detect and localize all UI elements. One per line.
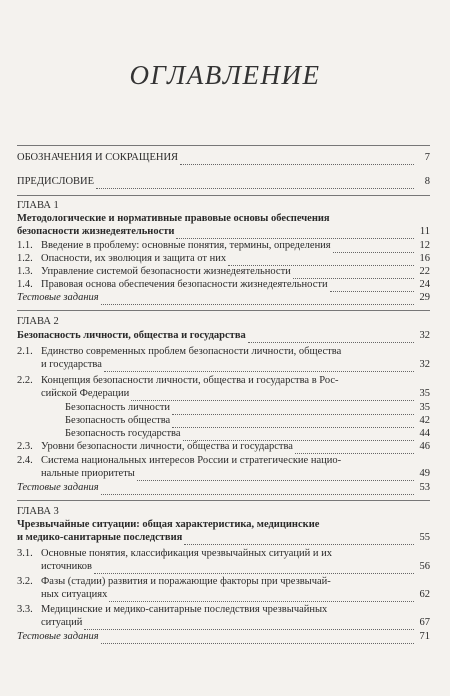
leader-dots	[101, 634, 414, 644]
leader-dots	[248, 333, 414, 343]
chapter-title[interactable]	[17, 330, 430, 343]
entry-label: Безопасность государства	[65, 428, 181, 439]
entry-number: 2.3.	[17, 441, 33, 452]
leader-dots	[183, 431, 414, 441]
chapter-title-line: Чрезвычайные ситуации: общая характеристика, медицинские	[17, 519, 320, 530]
toc-entry-tests[interactable]	[17, 292, 430, 305]
entry-label: сийской Федерации	[41, 388, 130, 399]
toc-entry[interactable]	[17, 576, 430, 589]
chapter-title-end[interactable]	[17, 532, 430, 545]
entry-page: 24	[419, 279, 430, 290]
entry-label: Правовая основа обеспечения безопасности жизнедеятельности	[41, 279, 328, 290]
leader-dots	[172, 418, 414, 428]
toc-entry[interactable]	[17, 279, 430, 292]
divider	[17, 145, 430, 146]
toc-entry[interactable]	[17, 240, 430, 253]
entry-label: Управление системой безопасности жизнедеятельности	[41, 266, 291, 277]
entry-number: 2.2.	[17, 375, 33, 386]
entry-number: 1.4.	[17, 279, 33, 290]
entry-page: 16	[419, 253, 430, 264]
chapter-label: ГЛАВА 2	[17, 316, 59, 327]
entry-label: Безопасность личности	[65, 402, 171, 413]
chapter-title-line: Методологические и нормативные правовые основы обеспечения	[17, 213, 330, 224]
toc-entry[interactable]	[17, 548, 430, 561]
entry-page: 46	[419, 441, 430, 452]
entry-page: 32	[419, 359, 430, 370]
divider	[17, 500, 430, 501]
toc-entry-preface[interactable]	[17, 176, 430, 189]
entry-page: 44	[419, 428, 430, 439]
entry-label: нальные приоритеты	[41, 468, 135, 479]
entry-page: 62	[419, 589, 430, 600]
toc-entry-cont[interactable]	[17, 468, 430, 481]
leader-dots	[184, 535, 414, 545]
entry-label: источников	[41, 561, 93, 572]
chapter-title-line: Безопасность личности, общества и государства	[17, 330, 246, 341]
entry-page: 35	[419, 388, 430, 399]
entry-number: 3.1.	[17, 548, 33, 559]
leader-dots	[137, 471, 414, 481]
divider	[17, 310, 430, 311]
toc-entry[interactable]	[17, 441, 430, 454]
entry-number: 1.3.	[17, 266, 33, 277]
entry-number: 1.2.	[17, 253, 33, 264]
leader-dots	[104, 362, 414, 372]
entry-label: Опасности, их эволюция и защита от них	[41, 253, 227, 264]
entry-number: 2.1.	[17, 346, 33, 357]
entry-page: 55	[419, 532, 430, 543]
entry-number: 3.3.	[17, 604, 33, 615]
toc-subentry[interactable]	[17, 415, 430, 428]
leader-dots	[96, 179, 414, 189]
toc-entry-cont[interactable]	[17, 561, 430, 574]
entry-page: 12	[419, 240, 430, 251]
chapter-label: ГЛАВА 3	[17, 506, 59, 517]
divider	[17, 195, 430, 196]
entry-label: Тестовые задания	[17, 631, 99, 642]
entry-page: 11	[419, 226, 430, 237]
entry-page: 56	[419, 561, 430, 572]
toc-subentry[interactable]	[17, 402, 430, 415]
leader-dots	[330, 282, 414, 292]
entry-page: 35	[419, 402, 430, 413]
entry-page: 49	[419, 468, 430, 479]
toc-entry[interactable]	[17, 455, 430, 468]
leader-dots	[228, 256, 414, 266]
toc-entry-abbreviations[interactable]	[17, 152, 430, 165]
leader-dots	[172, 405, 414, 415]
entry-page: 67	[419, 617, 430, 628]
toc-entry-cont[interactable]	[17, 388, 430, 401]
chapter-title[interactable]	[17, 213, 430, 226]
leader-dots	[131, 391, 414, 401]
entry-page: 29	[419, 292, 430, 303]
entry-label: Тестовые задания	[17, 482, 99, 493]
entry-page: 71	[419, 631, 430, 642]
leader-dots	[180, 155, 414, 165]
entry-label: ПРЕДИСЛОВИЕ	[17, 176, 95, 187]
leader-dots	[109, 592, 414, 602]
entry-label: Безопасность общества	[65, 415, 171, 426]
entry-label: Медицинские и медико-санитарные последствия чрезвычайных	[41, 604, 328, 615]
page-title: ОГЛАВЛЕНИЕ	[129, 60, 321, 90]
entry-number: 3.2.	[17, 576, 33, 587]
chapter-label: ГЛАВА 1	[17, 200, 59, 211]
entry-label: ситуаций	[41, 617, 83, 628]
toc-entry[interactable]	[17, 346, 430, 359]
toc-entry[interactable]	[17, 604, 430, 617]
entry-page: 42	[419, 415, 430, 426]
toc-entry-tests[interactable]	[17, 631, 430, 644]
toc-entry[interactable]	[17, 375, 430, 388]
leader-dots	[333, 243, 414, 253]
entry-number: 1.1.	[17, 240, 33, 251]
entry-label: Введение в проблему: основные понятия, термины, определения	[41, 240, 331, 251]
entry-label: Единство современных проблем безопасности личности, общества	[41, 346, 342, 357]
entry-label: и государства	[41, 359, 102, 370]
entry-label: Тестовые задания	[17, 292, 99, 303]
toc-entry-cont[interactable]	[17, 589, 430, 602]
entry-label: Уровни безопасности личности, общества и государства	[41, 441, 293, 452]
chapter-title-end[interactable]	[17, 226, 430, 239]
chapter-title-line: безопасности жизнедеятельности	[17, 226, 175, 237]
entry-page: 53	[419, 482, 430, 493]
entry-number: 2.4.	[17, 455, 33, 466]
leader-dots	[101, 295, 414, 305]
entry-page: 32	[419, 330, 430, 341]
leader-dots	[293, 269, 414, 279]
toc-entry-cont[interactable]	[17, 617, 430, 630]
leader-dots	[295, 444, 414, 454]
entry-label: Система национальных интересов России и стратегические нацио-	[41, 455, 342, 466]
toc-entry-tests[interactable]	[17, 482, 430, 495]
toc-entry[interactable]	[17, 253, 430, 266]
leader-dots	[101, 485, 414, 495]
entry-page: 22	[419, 266, 430, 277]
entry-page: 7	[424, 152, 430, 163]
entry-label: Концепция безопасности личности, общества и государства в Рос-	[41, 375, 339, 386]
entry-label: ОБОЗНАЧЕНИЯ И СОКРАЩЕНИЯ	[17, 152, 179, 163]
entry-label: Фазы (стадии) развития и поражающие факторы при чрезвычай-	[41, 576, 331, 587]
entry-label: Основные понятия, классификация чрезвычайных ситуаций и их	[41, 548, 332, 559]
entry-label: ных ситуациях	[41, 589, 108, 600]
leader-dots	[84, 620, 414, 630]
toc-subentry[interactable]	[17, 428, 430, 441]
toc-entry[interactable]	[17, 266, 430, 279]
leader-dots	[176, 229, 414, 239]
entry-page: 8	[424, 176, 430, 187]
chapter-title-line: и медико-санитарные последствия	[17, 532, 183, 543]
toc-entry-cont[interactable]	[17, 359, 430, 372]
leader-dots	[94, 564, 414, 574]
chapter-title[interactable]	[17, 519, 430, 532]
